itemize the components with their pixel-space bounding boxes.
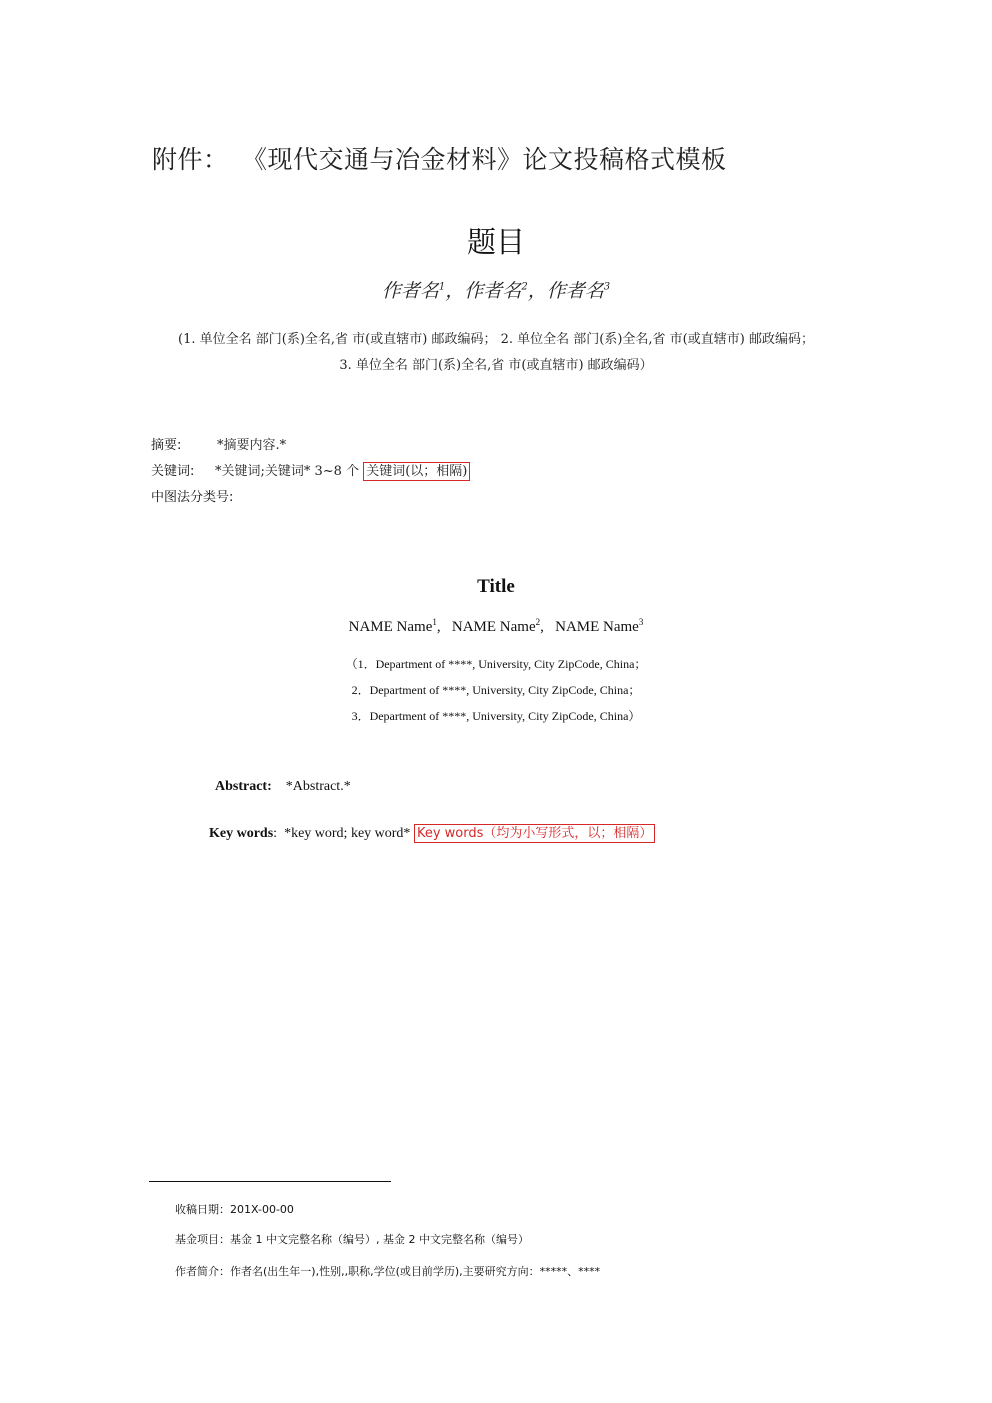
en-abstract-label: Abstract: [215,779,272,794]
cn-author-3-sup: 3 [603,281,611,293]
en-keywords-colon: : [273,826,285,841]
cn-author-list [0,276,992,303]
footnote-funding: 基金项目：基金 1 中文完整名称（编号）, 基金 2 中文完整名称（编号） [175,1233,529,1246]
footnote-author-bio: 作者简介：作者名(出生年一),性别,,职称,学位(或目前学历),主要研究方向：*****、**** [175,1265,601,1278]
footnote-received-date: 收稿日期：201X-00-00 [175,1203,294,1216]
cn-author-2: 作者名 [464,280,522,302]
cn-author-1: 作者名 [381,280,439,302]
cn-affiliation-line-2: 3. 单位全名 部门(系)全名,省 市(或直辖市) 邮政编码） [339,358,653,373]
cn-author-1-sup: 1 [438,281,446,293]
en-author-2: NAME Name [451,619,536,635]
en-keywords-note-box: Key words（均为小写形式，以；相隔） [414,824,655,843]
cn-abstract-label: 摘要: [151,438,182,453]
en-author-1-sup: 1 [432,617,437,627]
attachment-heading [152,140,727,176]
en-author-sep: , [436,619,452,635]
cn-keywords-label: 关键词: [151,464,195,479]
en-author-1: NAME Name [348,619,433,635]
en-author-sep: , [540,619,556,635]
cn-keywords-value: *关键词;关键词* 3~8 个 [215,464,360,479]
en-author-3: NAME Name [555,619,639,635]
cn-keywords-row [151,460,470,481]
cn-author-3: 作者名 [546,280,604,302]
en-abstract-value: *Abstract.* [285,779,351,794]
en-keywords-label: Key words [209,826,274,841]
en-affiliation-line-2: 2．Department of ****, University, City ZipCode, China； [351,683,641,697]
en-author-list [0,617,992,636]
cn-affiliation-line-1: (1. 单位全名 部门(系)全名,省 市(或直辖市) 邮政编码； 2. 单位全名 部门(系)全名,省 市(或直辖市) 邮政编码； [178,332,814,347]
cn-author-2-sup: 2 [521,281,528,293]
template-title: 《现代交通与冶金材料》论文投稿格式模板 [254,145,727,174]
attachment-label: 附件： [152,145,229,174]
cn-paper-title: 题目 [466,225,525,259]
cn-keywords-note-box: 关键词(以；相隔) [363,462,470,481]
en-author-2-sup: 2 [535,617,541,627]
footnote-separator [149,1181,391,1182]
en-affiliation-line-1: （1．Department of ****, University, City ZipCode, China； [345,657,647,671]
cn-author-sep: ， [445,280,465,302]
en-abstract-row [215,779,351,795]
en-keywords-value: *key word; key word* [284,826,411,841]
cn-author-sep: ， [527,280,547,302]
en-paper-title: Title [477,576,515,597]
cn-clc-label: 中图法分类号: [151,490,234,505]
cn-clc-row [151,486,233,505]
en-keywords-row [209,824,655,843]
en-affiliation-line-3: 3．Department of ****, University, City ZipCode, China） [351,709,641,723]
cn-abstract-value: *摘要内容.* [217,438,287,453]
en-author-3-sup: 3 [638,617,644,627]
cn-abstract-row [151,434,286,453]
